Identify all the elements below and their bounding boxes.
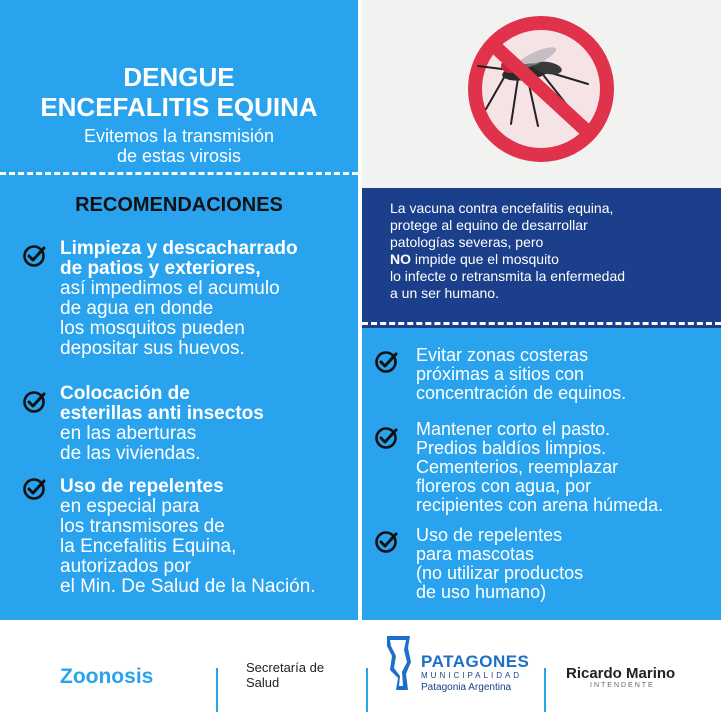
zoonosis-logo: Zoonosis	[60, 665, 154, 688]
secretaria-line: Salud	[246, 675, 280, 690]
item-text: próximas a sitios con	[416, 364, 585, 384]
mayor-name: Ricardo Marino	[566, 665, 676, 682]
divider	[366, 668, 368, 712]
item-bold: Uso de repelentes	[60, 476, 224, 497]
recommendation-item-cleaning	[60, 239, 298, 359]
check-circle-icon	[22, 244, 46, 268]
item-text: (no utilizar productos	[416, 563, 584, 583]
patagonia-argentina-text: Patagonia Argentina	[421, 682, 512, 693]
vaccine-line: patologías severas, pero	[390, 234, 544, 250]
mosquito-image-panel	[362, 0, 721, 188]
item-text: Uso de repelentes	[416, 525, 563, 545]
item-text: Predios baldíos limpios.	[416, 438, 607, 458]
item-text: el Min. De Salud de la Nación.	[60, 576, 316, 597]
title-encefalitis: ENCEFALITIS EQUINA	[40, 92, 318, 122]
vaccine-line-rest: impide que el mosquito	[411, 251, 559, 267]
divider	[544, 668, 546, 712]
check-circle-icon	[374, 426, 398, 450]
item-text: de agua en donde	[60, 298, 214, 319]
item-text: Evitar zonas costeras	[416, 345, 589, 365]
divider	[216, 668, 218, 712]
item-text: Cementerios, reemplazar	[416, 457, 619, 477]
item-text: los transmisores de	[60, 516, 225, 537]
item-text: Mantener corto el pasto.	[416, 419, 611, 439]
item-text: depositar sus huevos.	[60, 338, 245, 359]
check-circle-icon	[374, 530, 398, 554]
item-bold: esterillas anti insectos	[60, 403, 264, 424]
prevention-item-grass	[416, 420, 663, 515]
prevention-item-pet-repellents	[416, 526, 583, 602]
item-text: de las viviendas.	[60, 443, 201, 464]
check-circle-icon	[22, 477, 46, 501]
title-dengue: DENGUE	[123, 62, 235, 92]
item-text: de uso humano)	[416, 582, 547, 602]
check-circle-icon	[374, 350, 398, 374]
vaccine-line: La vacuna contra encefalitis equina,	[390, 200, 614, 216]
item-text: en las aberturas	[60, 423, 197, 444]
secretaria-line: Secretaría de	[246, 660, 325, 675]
recommendation-item-repellents	[60, 477, 316, 597]
vaccine-notice	[390, 200, 710, 302]
item-bold: Limpieza y descacharrado	[60, 238, 298, 259]
divider	[0, 172, 358, 175]
check-circle-icon	[22, 390, 46, 414]
item-text: la Encefalitis Equina,	[60, 536, 237, 557]
municipalidad-text: MUNICIPALIDAD	[421, 671, 523, 680]
subtitle-line1: Evitemos la transmisión	[83, 126, 275, 146]
mayor-role: INTENDENTE	[590, 682, 655, 689]
patagones-logo-text: PATAGONES	[421, 652, 530, 671]
vaccine-line	[390, 251, 710, 268]
item-text: recipientes con arena húmeda.	[416, 495, 664, 515]
item-text: así impedimos el acumulo	[60, 278, 280, 299]
item-text: autorizados por	[60, 556, 191, 577]
item-text: concentración de equinos.	[416, 383, 627, 403]
patagones-map-icon	[384, 634, 414, 692]
item-text: para mascotas	[416, 544, 535, 564]
vaccine-line: a un ser humano.	[390, 285, 499, 301]
secretaria-salud	[246, 660, 324, 690]
subtitle-line2: de estas virosis	[116, 146, 242, 166]
item-text: en especial para	[60, 496, 200, 517]
item-text: floreros con agua, por	[416, 476, 592, 496]
no-mosquito-icon	[466, 14, 616, 164]
divider	[362, 322, 721, 325]
recommendations-title: RECOMENDACIONES	[75, 194, 283, 216]
item-text: los mosquitos pueden	[60, 318, 245, 339]
vaccine-line: protege al equino de desarrollar	[390, 217, 588, 233]
recommendation-item-screens	[60, 384, 264, 464]
prevention-item-coast	[416, 346, 626, 403]
item-bold: Colocación de	[60, 383, 190, 404]
item-bold: de patios y exteriores,	[60, 258, 261, 279]
vaccine-no: NO	[390, 251, 411, 267]
vaccine-line: lo infecte o retransmita la enfermedad	[390, 268, 626, 284]
